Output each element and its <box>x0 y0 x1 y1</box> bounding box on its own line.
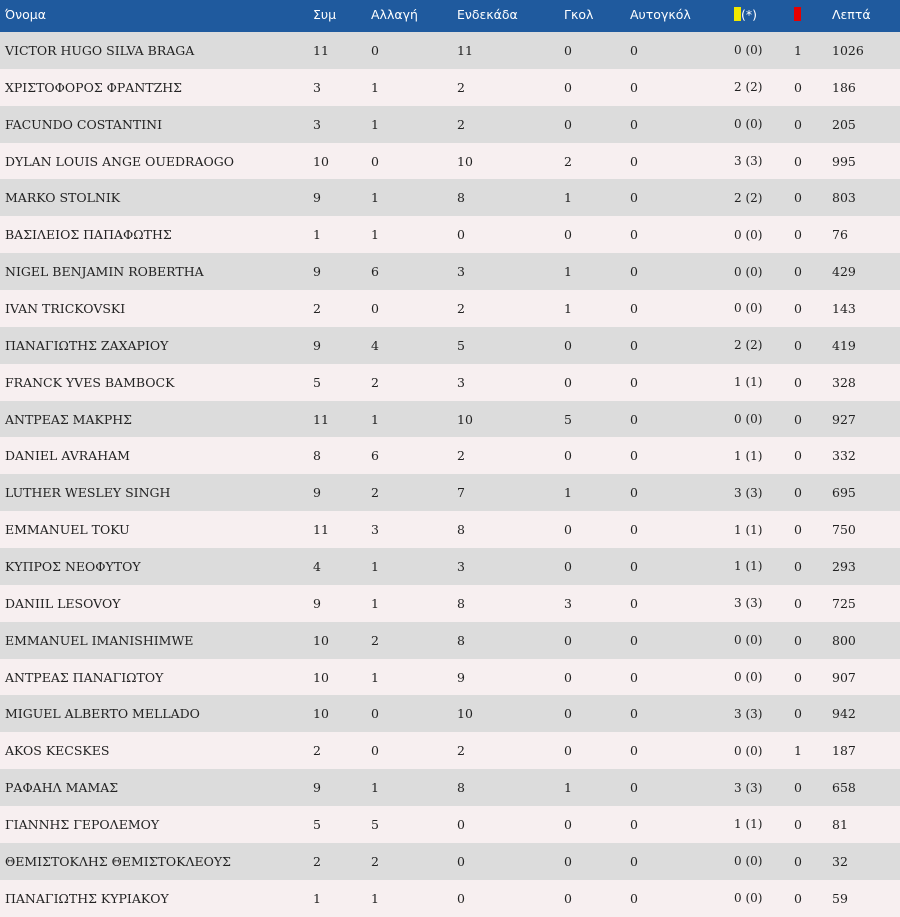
yellow-cards: 1 (1) <box>734 448 763 463</box>
red-cards: 0 <box>794 632 802 648</box>
substitute-apps: 1 <box>371 890 379 906</box>
substitute-apps: 0 <box>371 153 379 169</box>
red-cards: 0 <box>794 485 802 501</box>
minutes-played: 429 <box>832 264 856 280</box>
appearances: 1 <box>313 227 321 243</box>
own-goals: 0 <box>630 337 638 353</box>
own-goals: 0 <box>630 669 638 685</box>
minutes-played: 143 <box>832 300 856 316</box>
red-cards: 0 <box>794 264 802 280</box>
player-name[interactable]: ΠΑΝΑΓΙΩΤΗΣ ΖΑΧΑΡΙΟΥ <box>5 337 169 353</box>
red-cards: 0 <box>794 816 802 832</box>
minutes-played: 658 <box>832 780 856 796</box>
yellow-cards: 0 (0) <box>734 891 763 906</box>
starting-apps: 7 <box>457 485 465 501</box>
yellow-cards: 0 (0) <box>734 412 763 427</box>
table-row[interactable] <box>0 437 900 474</box>
appearances: 8 <box>313 448 321 464</box>
own-goals: 0 <box>630 706 638 722</box>
appearances: 9 <box>313 485 321 501</box>
starting-apps: 8 <box>457 632 465 648</box>
table-row[interactable] <box>0 216 900 253</box>
minutes-played: 419 <box>832 337 856 353</box>
table-row[interactable] <box>0 511 900 548</box>
substitute-apps: 6 <box>371 264 379 280</box>
appearances: 3 <box>313 116 321 132</box>
appearances: 2 <box>313 300 321 316</box>
appearances: 9 <box>313 595 321 611</box>
goals: 2 <box>564 153 572 169</box>
header-minutes[interactable]: Λεπτά <box>832 7 871 22</box>
substitute-apps: 0 <box>371 706 379 722</box>
red-cards: 0 <box>794 448 802 464</box>
yellow-cards: 1 (1) <box>734 817 763 832</box>
red-cards: 1 <box>794 743 802 759</box>
red-cards: 0 <box>794 153 802 169</box>
appearances: 2 <box>313 853 321 869</box>
table-row[interactable] <box>0 732 900 769</box>
starting-apps: 3 <box>457 558 465 574</box>
minutes-played: 695 <box>832 485 856 501</box>
starting-apps: 10 <box>457 153 473 169</box>
goals: 0 <box>564 42 572 58</box>
goals: 0 <box>564 522 572 538</box>
minutes-played: 81 <box>832 816 848 832</box>
minutes-played: 995 <box>832 153 856 169</box>
substitute-apps: 1 <box>371 227 379 243</box>
own-goals: 0 <box>630 264 638 280</box>
red-cards: 0 <box>794 116 802 132</box>
header-sub[interactable]: Αλλαγή <box>371 7 418 22</box>
yellow-cards: 2 (2) <box>734 190 763 205</box>
goals: 1 <box>564 485 572 501</box>
yellow-cards: 0 (0) <box>734 633 763 648</box>
yellow-cards: 0 (0) <box>734 301 763 316</box>
own-goals: 0 <box>630 448 638 464</box>
header-yellow-cards[interactable] <box>734 0 794 32</box>
starting-apps: 8 <box>457 522 465 538</box>
table-row[interactable] <box>0 106 900 143</box>
appearances: 11 <box>313 411 329 427</box>
red-cards: 0 <box>794 227 802 243</box>
goals: 0 <box>564 743 572 759</box>
red-card-icon <box>794 7 801 21</box>
yellow-cards: 0 (0) <box>734 670 763 685</box>
minutes-played: 803 <box>832 190 856 206</box>
starting-apps: 3 <box>457 374 465 390</box>
table-row[interactable] <box>0 474 900 511</box>
own-goals: 0 <box>630 558 638 574</box>
table-row[interactable] <box>0 585 900 622</box>
red-cards: 0 <box>794 780 802 796</box>
red-cards: 0 <box>794 411 802 427</box>
table-row[interactable] <box>0 880 900 917</box>
table-row[interactable] <box>0 401 900 438</box>
red-cards: 0 <box>794 300 802 316</box>
own-goals: 0 <box>630 595 638 611</box>
player-name[interactable]: AKOS KECSKES <box>5 743 110 759</box>
player-name[interactable]: ΑΝΤΡΕΑΣ ΜΑΚΡΗΣ <box>5 411 132 427</box>
player-name[interactable]: NIGEL BENJAMIN ROBERTHA <box>5 264 204 280</box>
red-cards: 0 <box>794 522 802 538</box>
player-name[interactable]: EMMANUEL TOKU <box>5 522 130 538</box>
player-name[interactable]: DYLAN LOUIS ANGE OUEDRAOGO <box>5 153 234 169</box>
own-goals: 0 <box>630 890 638 906</box>
table-body <box>0 32 900 917</box>
header-goals[interactable]: Γκολ <box>564 7 594 22</box>
starting-apps: 0 <box>457 853 465 869</box>
starting-apps: 10 <box>457 411 473 427</box>
red-cards: 0 <box>794 853 802 869</box>
own-goals: 0 <box>630 780 638 796</box>
own-goals: 0 <box>630 816 638 832</box>
player-name[interactable]: ΠΑΝΑΓΙΩΤΗΣ ΚΥΡΙΑΚΟΥ <box>5 890 169 906</box>
appearances: 10 <box>313 706 329 722</box>
red-cards: 0 <box>794 79 802 95</box>
red-cards: 0 <box>794 890 802 906</box>
player-name[interactable]: EMMANUEL IMANISHIMWE <box>5 632 194 648</box>
own-goals: 0 <box>630 300 638 316</box>
minutes-played: 907 <box>832 669 856 685</box>
minutes-played: 725 <box>832 595 856 611</box>
substitute-apps: 1 <box>371 669 379 685</box>
starting-apps: 2 <box>457 79 465 95</box>
table-row[interactable] <box>0 769 900 806</box>
red-cards: 0 <box>794 190 802 206</box>
player-name[interactable]: ΓΙΑΝΝΗΣ ΓΕΡΟΛΕΜΟΥ <box>5 816 160 832</box>
appearances: 9 <box>313 190 321 206</box>
table-row[interactable] <box>0 327 900 364</box>
player-name[interactable]: LUTHER WESLEY SINGH <box>5 485 171 501</box>
starting-apps: 2 <box>457 448 465 464</box>
starting-apps: 11 <box>457 42 473 58</box>
header-yellow-suffix: (*) <box>741 7 758 22</box>
substitute-apps: 5 <box>371 816 379 832</box>
player-name[interactable]: ΑΝΤΡΕΑΣ ΠΑΝΑΓΙΩΤΟΥ <box>5 669 164 685</box>
red-cards: 0 <box>794 595 802 611</box>
minutes-played: 76 <box>832 227 848 243</box>
yellow-cards: 0 (0) <box>734 854 763 869</box>
starting-apps: 2 <box>457 743 465 759</box>
red-cards: 0 <box>794 337 802 353</box>
goals: 0 <box>564 669 572 685</box>
yellow-cards: 0 (0) <box>734 117 763 132</box>
appearances: 11 <box>313 522 329 538</box>
goals: 0 <box>564 706 572 722</box>
yellow-cards: 3 (3) <box>734 706 763 721</box>
appearances: 5 <box>313 816 321 832</box>
substitute-apps: 1 <box>371 116 379 132</box>
starting-apps: 3 <box>457 264 465 280</box>
starting-apps: 8 <box>457 190 465 206</box>
substitute-apps: 0 <box>371 300 379 316</box>
yellow-cards: 0 (0) <box>734 43 763 58</box>
player-name[interactable]: ΘΕΜΙΣΤΟΚΛΗΣ ΘΕΜΙΣΤΟΚΛΕΟΥΣ <box>5 853 231 869</box>
own-goals: 0 <box>630 485 638 501</box>
starting-apps: 0 <box>457 227 465 243</box>
table-header <box>0 0 900 32</box>
player-name[interactable]: MARKO STOLNIK <box>5 190 121 206</box>
table-row[interactable] <box>0 253 900 290</box>
goals: 0 <box>564 448 572 464</box>
own-goals: 0 <box>630 116 638 132</box>
table-row[interactable] <box>0 69 900 106</box>
substitute-apps: 2 <box>371 374 379 390</box>
starting-apps: 10 <box>457 706 473 722</box>
table-row[interactable] <box>0 695 900 732</box>
own-goals: 0 <box>630 632 638 648</box>
goals: 1 <box>564 190 572 206</box>
yellow-cards: 3 (3) <box>734 780 763 795</box>
player-name[interactable]: ΒΑΣΙΛΕΙΟΣ ΠΑΠΑΦΩΤΗΣ <box>5 227 172 243</box>
table-row[interactable] <box>0 364 900 401</box>
header-row <box>0 0 900 32</box>
player-name[interactable]: ΚΥΠΡΟΣ ΝΕΟΦΥΤΟΥ <box>5 558 141 574</box>
table-row[interactable] <box>0 548 900 585</box>
minutes-played: 942 <box>832 706 856 722</box>
yellow-card-icon <box>734 7 741 21</box>
substitute-apps: 6 <box>371 448 379 464</box>
appearances: 11 <box>313 42 329 58</box>
substitute-apps: 2 <box>371 632 379 648</box>
own-goals: 0 <box>630 743 638 759</box>
table-row[interactable] <box>0 290 900 327</box>
minutes-played: 1026 <box>832 42 864 58</box>
minutes-played: 293 <box>832 558 856 574</box>
starting-apps: 0 <box>457 890 465 906</box>
substitute-apps: 1 <box>371 190 379 206</box>
own-goals: 0 <box>630 227 638 243</box>
goals: 0 <box>564 853 572 869</box>
red-cards: 0 <box>794 374 802 390</box>
yellow-cards: 3 (3) <box>734 154 763 168</box>
header-apps[interactable]: Συμ <box>313 7 337 22</box>
player-name[interactable]: DANIEL AVRAHAM <box>5 448 130 464</box>
minutes-played: 332 <box>832 448 856 464</box>
player-name[interactable]: FACUNDO COSTANTINI <box>5 116 163 132</box>
table-row[interactable] <box>0 622 900 659</box>
table-row[interactable] <box>0 659 900 696</box>
substitute-apps: 4 <box>371 337 379 353</box>
substitute-apps: 3 <box>371 522 379 538</box>
substitute-apps: 0 <box>371 743 379 759</box>
minutes-played: 186 <box>832 79 856 95</box>
substitute-apps: 2 <box>371 485 379 501</box>
table-row[interactable] <box>0 32 900 69</box>
own-goals: 0 <box>630 42 638 58</box>
starting-apps: 0 <box>457 816 465 832</box>
table-row[interactable] <box>0 806 900 843</box>
goals: 1 <box>564 300 572 316</box>
goals: 1 <box>564 780 572 796</box>
own-goals: 0 <box>630 153 638 169</box>
table-row[interactable] <box>0 143 900 180</box>
own-goals: 0 <box>630 79 638 95</box>
appearances: 10 <box>313 669 329 685</box>
minutes-played: 328 <box>832 374 856 390</box>
minutes-played: 32 <box>832 853 848 869</box>
red-cards: 0 <box>794 558 802 574</box>
goals: 5 <box>564 411 572 427</box>
minutes-played: 927 <box>832 411 856 427</box>
own-goals: 0 <box>630 853 638 869</box>
starting-apps: 9 <box>457 669 465 685</box>
yellow-cards: 2 (2) <box>734 338 763 353</box>
starting-apps: 8 <box>457 595 465 611</box>
appearances: 3 <box>313 79 321 95</box>
substitute-apps: 1 <box>371 780 379 796</box>
header-start[interactable]: Ενδεκάδα <box>457 7 518 22</box>
yellow-cards: 1 (1) <box>734 522 763 537</box>
appearances: 1 <box>313 890 321 906</box>
minutes-played: 59 <box>832 890 848 906</box>
goals: 0 <box>564 816 572 832</box>
goals: 0 <box>564 337 572 353</box>
goals: 0 <box>564 227 572 243</box>
goals: 0 <box>564 558 572 574</box>
starting-apps: 5 <box>457 337 465 353</box>
substitute-apps: 1 <box>371 558 379 574</box>
goals: 0 <box>564 632 572 648</box>
goals: 0 <box>564 374 572 390</box>
player-name[interactable]: IVAN TRICKOVSKI <box>5 300 126 316</box>
yellow-cards: 1 (1) <box>734 375 763 390</box>
yellow-cards: 3 (3) <box>734 485 763 500</box>
player-name[interactable]: DANIIL LESOVOY <box>5 595 121 611</box>
own-goals: 0 <box>630 190 638 206</box>
player-name[interactable]: VICTOR HUGO SILVA BRAGA <box>5 42 195 58</box>
yellow-cards: 2 (2) <box>734 80 763 95</box>
appearances: 10 <box>313 153 329 169</box>
minutes-played: 205 <box>832 116 856 132</box>
starting-apps: 8 <box>457 780 465 796</box>
starting-apps: 2 <box>457 300 465 316</box>
red-cards: 0 <box>794 706 802 722</box>
yellow-cards: 1 (1) <box>734 559 763 574</box>
minutes-played: 750 <box>832 522 856 538</box>
appearances: 9 <box>313 337 321 353</box>
appearances: 9 <box>313 264 321 280</box>
header-red-cards[interactable] <box>794 0 832 32</box>
substitute-apps: 0 <box>371 42 379 58</box>
header-name[interactable]: Όνομα <box>5 7 46 22</box>
goals: 0 <box>564 116 572 132</box>
table-row[interactable] <box>0 179 900 216</box>
player-name[interactable]: FRANCK YVES BAMBOCK <box>5 374 175 390</box>
starting-apps: 2 <box>457 116 465 132</box>
goals: 1 <box>564 264 572 280</box>
yellow-cards: 0 (0) <box>734 264 763 279</box>
player-name[interactable]: ΡΑΦΑΗΛ ΜΑΜΑΣ <box>5 780 119 796</box>
substitute-apps: 1 <box>371 411 379 427</box>
table-row[interactable] <box>0 843 900 880</box>
red-cards: 0 <box>794 669 802 685</box>
appearances: 9 <box>313 780 321 796</box>
header-own-goals[interactable]: Αυτογκόλ <box>630 7 691 22</box>
appearances: 2 <box>313 743 321 759</box>
goals: 0 <box>564 890 572 906</box>
own-goals: 0 <box>630 374 638 390</box>
player-name[interactable]: ΧΡΙΣΤΟΦΟΡΟΣ ΦΡΑΝΤΖΗΣ <box>5 79 183 95</box>
goals: 0 <box>564 79 572 95</box>
substitute-apps: 1 <box>371 79 379 95</box>
yellow-cards: 0 (0) <box>734 743 763 758</box>
yellow-cards: 0 (0) <box>734 227 763 242</box>
goals: 3 <box>564 595 572 611</box>
own-goals: 0 <box>630 411 638 427</box>
player-name[interactable]: MIGUEL ALBERTO MELLADO <box>5 706 200 722</box>
minutes-played: 187 <box>832 743 856 759</box>
substitute-apps: 2 <box>371 853 379 869</box>
yellow-cards: 3 (3) <box>734 596 763 611</box>
substitute-apps: 1 <box>371 595 379 611</box>
appearances: 5 <box>313 374 321 390</box>
red-cards: 1 <box>794 42 802 58</box>
appearances: 4 <box>313 558 321 574</box>
minutes-played: 800 <box>832 632 856 648</box>
appearances: 10 <box>313 632 329 648</box>
own-goals: 0 <box>630 522 638 538</box>
